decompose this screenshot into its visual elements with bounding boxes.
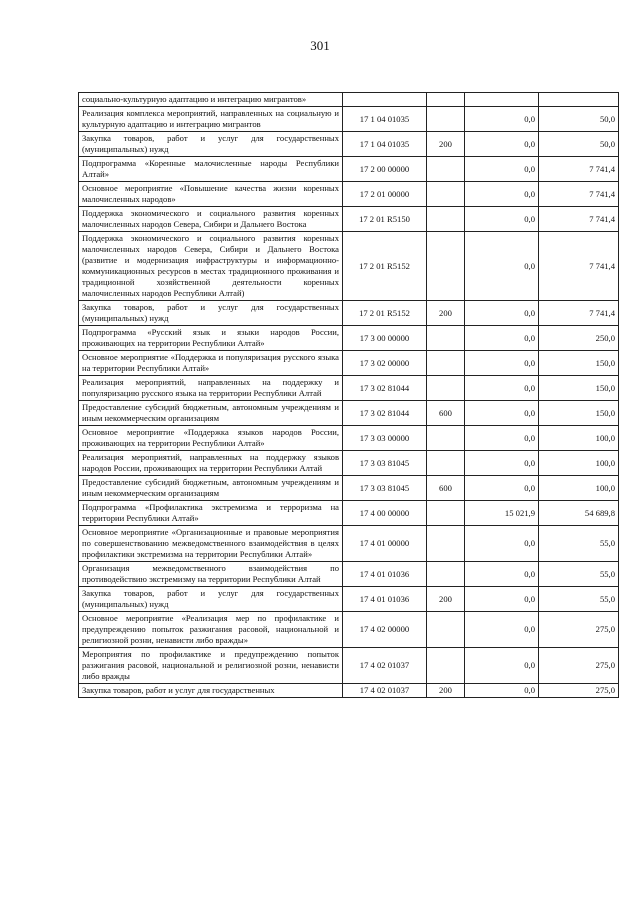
row-expense-type-cell — [427, 182, 465, 207]
table-row — [79, 132, 619, 157]
row-code-cell: 17 1 04 01035 — [343, 107, 427, 132]
table-row — [79, 426, 619, 451]
row-expense-type-cell — [427, 426, 465, 451]
table-row — [79, 93, 619, 107]
row-expense-type-cell: 600 — [427, 401, 465, 426]
row-amount-1-cell: 0,0 — [465, 301, 539, 326]
row-expense-type-cell: 600 — [427, 476, 465, 501]
row-name-cell: Организация межведомственного взаимодействия по противодействию экстремизму на территории Республики Алтай — [79, 562, 343, 587]
row-amount-2-cell: 54 689,8 — [539, 501, 619, 526]
row-amount-1-cell: 0,0 — [465, 157, 539, 182]
row-expense-type-cell — [427, 451, 465, 476]
row-code-cell: 17 3 02 81044 — [343, 376, 427, 401]
table-row — [79, 684, 619, 698]
row-amount-1-cell: 0,0 — [465, 326, 539, 351]
table-row — [79, 207, 619, 232]
row-name-cell: Подпрограмма «Русский язык и языки народов России, проживающих на территории Республики Алтай» — [79, 326, 343, 351]
row-name-cell: Предоставление субсидий бюджетным, автономным учреждениям и иным некоммерческим организациям — [79, 476, 343, 501]
row-expense-type-cell — [427, 526, 465, 562]
budget-table — [78, 92, 619, 698]
row-amount-2-cell: 150,0 — [539, 401, 619, 426]
row-amount-1-cell: 0,0 — [465, 132, 539, 157]
row-name-cell: Основное мероприятие «Поддержка языков народов России, проживающих на территории Республики Алтай» — [79, 426, 343, 451]
row-name-cell: социально-культурную адаптацию и интеграцию мигрантов» — [79, 93, 343, 107]
row-code-cell: 17 1 04 01035 — [343, 132, 427, 157]
row-code-cell: 17 2 01 R5152 — [343, 301, 427, 326]
row-amount-2-cell: 55,0 — [539, 587, 619, 612]
row-amount-2-cell: 275,0 — [539, 612, 619, 648]
row-code-cell: 17 3 02 00000 — [343, 351, 427, 376]
row-code-cell — [343, 93, 427, 107]
table-row — [79, 107, 619, 132]
budget-table-body — [79, 93, 619, 698]
row-code-cell: 17 3 00 00000 — [343, 326, 427, 351]
row-code-cell: 17 3 03 00000 — [343, 426, 427, 451]
row-expense-type-cell — [427, 207, 465, 232]
row-amount-1-cell: 0,0 — [465, 562, 539, 587]
row-name-cell: Реализация мероприятий, направленных на поддержку и популяризацию русского языка на территории Республики Алтай — [79, 376, 343, 401]
row-amount-2-cell: 55,0 — [539, 526, 619, 562]
row-code-cell: 17 4 01 01036 — [343, 587, 427, 612]
row-code-cell: 17 2 01 R5150 — [343, 207, 427, 232]
row-name-cell: Основное мероприятие «Поддержка и популяризация русского языка на территории Республики Алтай» — [79, 351, 343, 376]
table-row — [79, 648, 619, 684]
row-code-cell: 17 4 00 00000 — [343, 501, 427, 526]
row-expense-type-cell — [427, 93, 465, 107]
table-row — [79, 526, 619, 562]
row-amount-2-cell: 150,0 — [539, 351, 619, 376]
row-expense-type-cell — [427, 612, 465, 648]
row-amount-2-cell: 100,0 — [539, 451, 619, 476]
row-amount-1-cell: 0,0 — [465, 401, 539, 426]
table-row — [79, 376, 619, 401]
table-row — [79, 451, 619, 476]
row-amount-1-cell: 15 021,9 — [465, 501, 539, 526]
row-amount-2-cell: 150,0 — [539, 376, 619, 401]
row-name-cell: Реализация мероприятий, направленных на поддержку языков народов России, проживающих на территории Республики Алтай — [79, 451, 343, 476]
row-code-cell: 17 2 01 00000 — [343, 182, 427, 207]
row-expense-type-cell — [427, 501, 465, 526]
row-expense-type-cell: 200 — [427, 684, 465, 698]
table-row — [79, 501, 619, 526]
row-name-cell: Основное мероприятие «Организационные и правовые мероприятия по совершенствованию межведомственного взаимодействия в целях профилактики экстремизма на территории Республики Алтай» — [79, 526, 343, 562]
table-row — [79, 326, 619, 351]
row-amount-2-cell: 275,0 — [539, 684, 619, 698]
row-name-cell: Основное мероприятие «Реализация мер по профилактике и предупреждению попыток разжигания расовой, национальной и религиозной розни, ненависти либо вражды» — [79, 612, 343, 648]
row-amount-2-cell: 50,0 — [539, 107, 619, 132]
row-code-cell: 17 3 03 81045 — [343, 476, 427, 501]
table-row — [79, 401, 619, 426]
row-name-cell: Закупка товаров, работ и услуг для государственных (муниципальных) нужд — [79, 587, 343, 612]
table-row — [79, 182, 619, 207]
row-code-cell: 17 4 02 00000 — [343, 612, 427, 648]
row-code-cell: 17 4 01 01036 — [343, 562, 427, 587]
row-name-cell: Поддержка экономического и социального развития коренных малочисленных народов Севера, Сибири и Дальнего Востока (развитие и модернизация инфраструктуры и информационно-коммуникационных ресурсов в местах традиционного проживания и традиционной хозяйственной деятельности коренных малочисленных народов Республики Алтай) — [79, 232, 343, 301]
row-amount-1-cell — [465, 93, 539, 107]
row-code-cell: 17 3 02 81044 — [343, 401, 427, 426]
row-amount-2-cell: 55,0 — [539, 562, 619, 587]
page-number: 301 — [310, 38, 330, 53]
table-row — [79, 301, 619, 326]
table-row — [79, 587, 619, 612]
row-code-cell: 17 4 01 00000 — [343, 526, 427, 562]
row-name-cell: Закупка товаров, работ и услуг для государственных (муниципальных) нужд — [79, 301, 343, 326]
row-amount-2-cell: 7 741,4 — [539, 157, 619, 182]
row-expense-type-cell — [427, 351, 465, 376]
row-amount-2-cell: 7 741,4 — [539, 207, 619, 232]
table-row — [79, 612, 619, 648]
row-expense-type-cell — [427, 648, 465, 684]
row-amount-2-cell: 7 741,4 — [539, 301, 619, 326]
row-amount-1-cell: 0,0 — [465, 451, 539, 476]
row-amount-1-cell: 0,0 — [465, 232, 539, 301]
table-row — [79, 476, 619, 501]
row-name-cell: Подпрограмма «Коренные малочисленные народы Республики Алтай» — [79, 157, 343, 182]
row-name-cell: Мероприятия по профилактике и предупреждению попыток разжигания расовой, национальной и религиозной розни, ненависти либо вражды — [79, 648, 343, 684]
row-amount-1-cell: 0,0 — [465, 376, 539, 401]
row-amount-1-cell: 0,0 — [465, 107, 539, 132]
row-code-cell: 17 4 02 01037 — [343, 648, 427, 684]
row-amount-1-cell: 0,0 — [465, 612, 539, 648]
row-name-cell: Закупка товаров, работ и услуг для государственных (муниципальных) нужд — [79, 132, 343, 157]
row-amount-2-cell: 100,0 — [539, 426, 619, 451]
row-amount-1-cell: 0,0 — [465, 648, 539, 684]
row-amount-1-cell: 0,0 — [465, 207, 539, 232]
row-name-cell: Поддержка экономического и социального развития коренных малочисленных народов Севера, Сибири и Дальнего Востока — [79, 207, 343, 232]
row-code-cell: 17 2 01 R5152 — [343, 232, 427, 301]
row-amount-2-cell: 50,0 — [539, 132, 619, 157]
row-code-cell: 17 2 00 00000 — [343, 157, 427, 182]
row-expense-type-cell — [427, 157, 465, 182]
row-expense-type-cell — [427, 232, 465, 301]
row-amount-1-cell: 0,0 — [465, 526, 539, 562]
row-amount-1-cell: 0,0 — [465, 182, 539, 207]
row-expense-type-cell — [427, 107, 465, 132]
row-name-cell: Реализация комплекса мероприятий, направленных на социальную и культурную адаптацию и интеграцию мигрантов — [79, 107, 343, 132]
row-amount-2-cell: 100,0 — [539, 476, 619, 501]
row-amount-1-cell: 0,0 — [465, 426, 539, 451]
row-amount-1-cell: 0,0 — [465, 587, 539, 612]
row-name-cell: Основное мероприятие «Повышение качества жизни коренных малочисленных народов» — [79, 182, 343, 207]
row-amount-1-cell: 0,0 — [465, 351, 539, 376]
table-row — [79, 232, 619, 301]
row-name-cell: Предоставление субсидий бюджетным, автономным учреждениям и иным некоммерческим организациям — [79, 401, 343, 426]
row-amount-2-cell: 275,0 — [539, 648, 619, 684]
row-amount-2-cell: 7 741,4 — [539, 182, 619, 207]
row-expense-type-cell — [427, 376, 465, 401]
table-row — [79, 562, 619, 587]
row-amount-2-cell — [539, 93, 619, 107]
row-amount-1-cell: 0,0 — [465, 476, 539, 501]
row-expense-type-cell: 200 — [427, 301, 465, 326]
row-expense-type-cell — [427, 562, 465, 587]
row-name-cell: Закупка товаров, работ и услуг для государственных — [79, 684, 343, 698]
row-amount-2-cell: 7 741,4 — [539, 232, 619, 301]
row-name-cell: Подпрограмма «Профилактика экстремизма и терроризма на территории Республики Алтай» — [79, 501, 343, 526]
row-amount-1-cell: 0,0 — [465, 684, 539, 698]
row-code-cell: 17 3 03 81045 — [343, 451, 427, 476]
row-expense-type-cell — [427, 326, 465, 351]
row-expense-type-cell: 200 — [427, 132, 465, 157]
table-row — [79, 351, 619, 376]
row-expense-type-cell: 200 — [427, 587, 465, 612]
table-row — [79, 157, 619, 182]
row-code-cell: 17 4 02 01037 — [343, 684, 427, 698]
row-amount-2-cell: 250,0 — [539, 326, 619, 351]
